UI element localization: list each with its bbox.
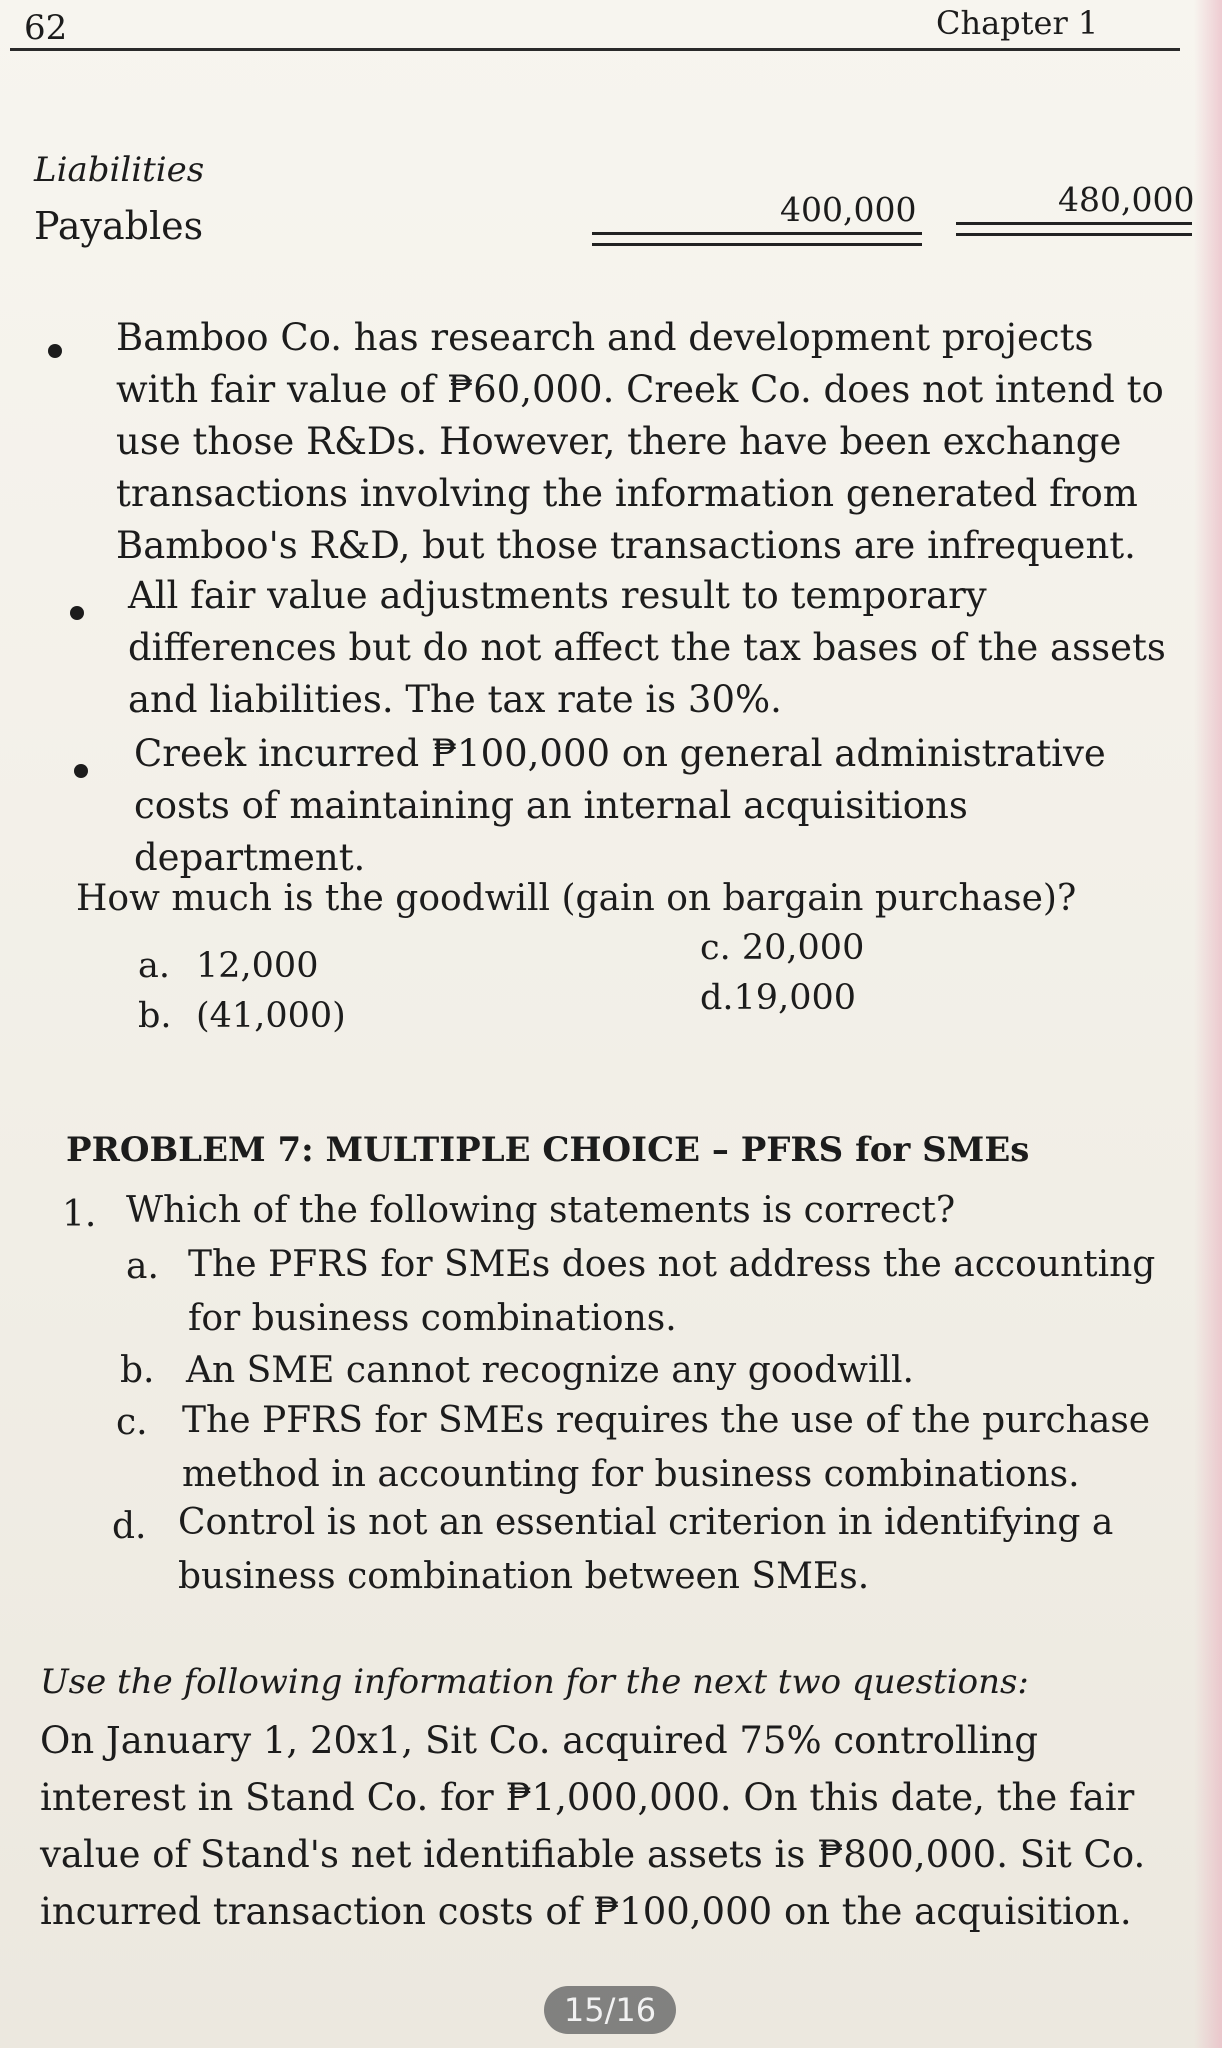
choice-value: 19,000 xyxy=(733,978,856,1018)
payables-amount-1: 400,000 xyxy=(780,190,917,229)
item-question: Which of the following statements is correct? xyxy=(126,1190,956,1231)
option-letter: d. xyxy=(112,1506,147,1547)
choice-d xyxy=(700,978,856,1018)
choice-letter: d. xyxy=(700,978,734,1018)
double-underline xyxy=(956,222,1192,236)
item-number: 1. xyxy=(62,1194,97,1235)
double-underline xyxy=(592,232,922,246)
chapter-title: Chapter 1 xyxy=(936,4,1099,42)
option-letter: a. xyxy=(126,1246,159,1287)
payables-label: Payables xyxy=(34,204,204,248)
bullet-icon xyxy=(74,764,88,778)
bullet-icon xyxy=(70,606,84,620)
bullet-text: Creek incurred ₱100,000 on general administrative costs of maintaining an internal acquisitions department. xyxy=(134,732,1106,879)
option-c-text: The PFRS for SMEs requires the use of the purchase method in accounting for business combinations. xyxy=(182,1400,1151,1495)
liabilities-heading: Liabilities xyxy=(34,150,205,190)
info-heading: Use the following information for the next two questions: xyxy=(40,1662,1029,1702)
page-edge xyxy=(1194,0,1222,2048)
payables-amount-2: 480,000 xyxy=(1058,180,1195,219)
bullet-icon xyxy=(48,344,62,358)
choice-letter: c. xyxy=(700,928,731,968)
choice-letter: b. xyxy=(138,996,172,1036)
choice-c xyxy=(700,928,864,968)
choice-value: (41,000) xyxy=(196,996,346,1036)
info-paragraph: On January 1, 20x1, Sit Co. acquired 75% controlling interest in Stand Co. for ₱1,000,000. On this date, the fair value of Stand's net identifiable assets is ₱800,000. Sit Co. incurred transaction costs of ₱100,000 on the acquisition. xyxy=(40,1719,1146,1933)
choice-value: 12,000 xyxy=(196,946,319,986)
option-d-text: Control is not an essential criterion in identifying a business combination between SMEs. xyxy=(178,1502,1114,1597)
page-number: 62 xyxy=(24,8,68,48)
option-a-text: The PFRS for SMEs does not address the accounting for business combinations. xyxy=(188,1244,1156,1339)
problem-heading: PROBLEM 7: MULTIPLE CHOICE – PFRS for SMEs xyxy=(66,1130,1030,1170)
choice-value: 20,000 xyxy=(741,928,865,968)
bullet-text: Bamboo Co. has research and development projects with fair value of ₱60,000. Creek Co. does not intend to use those R&Ds. However, there have been exchange transactions involving the information generated from Bamboo's R&D, but those transactions are infrequent. xyxy=(116,316,1164,567)
goodwill-question: How much is the goodwill (gain on bargain purchase)? xyxy=(76,878,1077,919)
header-rule xyxy=(10,48,1180,51)
page-indicator[interactable]: 15/16 xyxy=(544,1986,676,2034)
option-b-text: An SME cannot recognize any goodwill. xyxy=(186,1350,914,1391)
option-letter: c. xyxy=(116,1402,148,1443)
choice-a xyxy=(138,946,318,986)
choice-letter: a. xyxy=(138,946,170,986)
option-letter: b. xyxy=(120,1350,155,1391)
choice-b xyxy=(138,996,346,1036)
bullet-text: All fair value adjustments result to temporary differences but do not affect the tax bases of the assets and liabilities. The tax rate is 30%. xyxy=(128,574,1166,721)
